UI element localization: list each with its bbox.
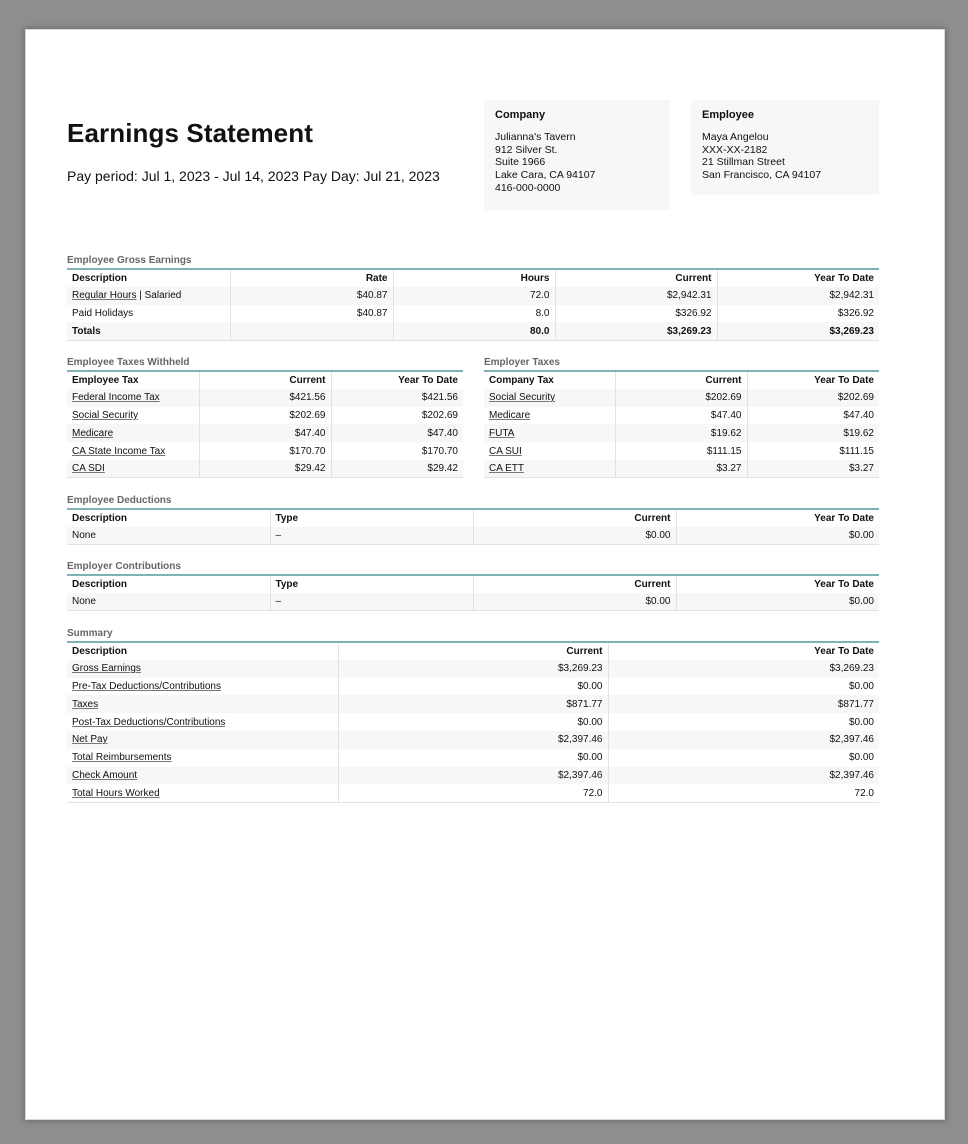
gross-earnings-section [67, 254, 879, 341]
tax-link[interactable]: CA ETT [489, 463, 525, 475]
tax-link[interactable]: Federal Income Tax [72, 392, 160, 404]
tax-link[interactable]: Medicare [489, 409, 531, 421]
cell-description [67, 713, 338, 731]
table-header-row [484, 371, 879, 389]
employee-line: San Francisco, CA 94107 [702, 169, 822, 182]
tax-link[interactable]: FUTA [489, 427, 515, 439]
cell-tax-name [484, 407, 615, 425]
tax-link[interactable]: CA State Income Tax [72, 445, 166, 457]
section-title: Employee Deductions [67, 495, 172, 506]
summary-table [67, 641, 879, 803]
cell-tax-name [67, 442, 199, 460]
table-row [67, 442, 463, 460]
gross-earnings-table [67, 268, 879, 341]
cell-current: $326.92 [555, 305, 717, 323]
cell-current: $3.27 [615, 460, 747, 478]
table-row [67, 407, 463, 425]
cell-ytd: $29.42 [331, 460, 463, 478]
column-header: Hours [393, 269, 555, 287]
cell-ytd: 72.0 [608, 784, 879, 802]
cell-ytd: $326.92 [837, 307, 874, 319]
cell-current: $0.00 [473, 527, 676, 545]
column-header: Year To Date [398, 374, 458, 386]
cell-tax-name [484, 424, 615, 442]
section-title: Summary [67, 628, 113, 639]
cell-current: $2,397.46 [338, 731, 608, 749]
employee-deductions-table [67, 508, 879, 545]
table-header-row [67, 269, 879, 287]
cell-description [67, 731, 338, 749]
cell-tax-name [67, 424, 199, 442]
cell-current: 72.0 [338, 784, 608, 802]
summary-link[interactable]: Taxes [72, 698, 99, 710]
cell-current: $421.56 [199, 389, 331, 407]
tax-link[interactable]: Social Security [489, 392, 556, 404]
cell-tax-name [484, 460, 615, 478]
section-title: Employer Contributions [67, 561, 181, 572]
table-row [484, 424, 879, 442]
cell-ytd: $111.15 [839, 445, 874, 457]
column-header: Employee Tax [67, 371, 199, 389]
table-row [484, 407, 879, 425]
cell-ytd: $3,269.23 [717, 322, 879, 340]
cell-ytd: $0.00 [676, 593, 879, 611]
cell-ytd: $170.70 [421, 445, 458, 457]
table-row [67, 731, 879, 749]
cell-description [67, 767, 338, 785]
cell-ytd: $3.27 [747, 460, 879, 478]
column-header: Current [615, 371, 747, 389]
table-row [67, 389, 463, 407]
table-row [67, 460, 463, 478]
cell-current: $0.00 [473, 593, 676, 611]
table-row [67, 593, 879, 611]
table-row [67, 305, 879, 323]
company-info-box [484, 100, 670, 210]
cell-current: $19.62 [615, 424, 747, 442]
cell-ytd: $3,269.23 [608, 660, 879, 678]
cell-ytd: $47.40 [843, 409, 874, 421]
section-title: Employee Taxes Withheld [67, 357, 190, 368]
cell-ytd: $0.00 [848, 752, 874, 764]
pay-period: Pay period: Jul 1, 2023 - Jul 14, 2023 Pay Day: Jul 21, 2023 [67, 168, 440, 184]
column-header: Year To Date [814, 578, 874, 590]
employee-taxes-section [67, 356, 463, 478]
cell-description: Paid Holidays [67, 305, 230, 323]
column-header: Current [473, 575, 676, 593]
cell-current: $871.77 [338, 695, 608, 713]
company-line: 416-000-0000 [495, 181, 561, 194]
statement-page [26, 30, 944, 1119]
cell-current: $47.40 [199, 424, 331, 442]
table-row [67, 527, 879, 545]
company-line: Lake Cara, CA 94107 [495, 169, 596, 182]
cell-ytd: $0.00 [848, 716, 874, 728]
cell-current: $3,269.23 [555, 322, 717, 340]
employer-taxes-table [484, 370, 879, 478]
employer-taxes-section [484, 356, 879, 478]
cell-ytd: $0.00 [848, 680, 874, 692]
cell-description [67, 749, 338, 767]
cell-tax-name [484, 389, 615, 407]
summary-link[interactable]: Post-Tax Deductions/Contributions [72, 716, 226, 728]
column-header: Year To Date [814, 645, 874, 657]
employee-info-box [691, 100, 879, 195]
cell-current: $2,942.31 [555, 287, 717, 305]
table-row [67, 767, 879, 785]
column-header: Description [67, 642, 338, 660]
cell-rate: $40.87 [230, 287, 393, 305]
company-line: 912 Silver St. [495, 143, 558, 156]
table-row [67, 784, 879, 802]
tax-link[interactable]: CA SUI [489, 445, 522, 457]
cell-ytd: $19.62 [747, 424, 879, 442]
employee-line: Maya Angelou [702, 130, 769, 143]
cell-current: $2,397.46 [338, 767, 608, 785]
column-header: Company Tax [484, 371, 615, 389]
table-row [67, 424, 463, 442]
summary-link[interactable]: Total Hours Worked [72, 787, 160, 799]
table-row [67, 713, 879, 731]
cell-description [67, 678, 338, 696]
employer-contributions-table [67, 574, 879, 611]
cell-ytd: $2,942.31 [717, 287, 879, 305]
cell-hours: 8.0 [393, 305, 555, 323]
page-title: Earnings Statement [67, 118, 313, 148]
tax-link[interactable]: Social Security [72, 409, 139, 421]
cell-tax-name [67, 407, 199, 425]
summary-link[interactable]: Net Pay [72, 734, 108, 746]
table-row [484, 460, 879, 478]
cell-ytd: $202.69 [421, 409, 458, 421]
cell-ytd: $871.77 [608, 695, 879, 713]
section-title: Employer Taxes [484, 357, 560, 368]
column-header: Rate [230, 269, 393, 287]
cell-ytd: $47.40 [331, 424, 463, 442]
column-header: Year To Date [814, 272, 874, 284]
cell-type: – [270, 527, 473, 545]
cell-ytd: $2,397.46 [608, 767, 879, 785]
cell-current: $29.42 [199, 460, 331, 478]
cell-ytd: $202.69 [747, 389, 879, 407]
column-header: Year To Date [814, 512, 874, 524]
cell-current: $202.69 [615, 389, 747, 407]
cell-ytd: $2,397.46 [608, 731, 879, 749]
cell-description: None [67, 593, 270, 611]
table-header-row [67, 371, 463, 389]
column-header: Description [67, 269, 230, 287]
employee-line: XXX-XX-2182 [702, 143, 768, 156]
cell-ytd: $0.00 [676, 527, 879, 545]
table-row [67, 287, 879, 305]
cell-current: $3,269.23 [338, 660, 608, 678]
cell-description [67, 287, 230, 305]
column-header: Current [338, 642, 608, 660]
column-header: Year To Date [814, 374, 874, 386]
cell-type: – [270, 593, 473, 611]
regular-hours-link[interactable]: Regular Hours [72, 290, 137, 302]
table-row [67, 660, 879, 678]
cell-tax-name [67, 389, 199, 407]
cell-description: None [67, 527, 270, 545]
cell-current: $111.15 [615, 442, 747, 460]
column-header: Current [473, 509, 676, 527]
cell-description [67, 660, 338, 678]
cell-rate: $40.87 [230, 305, 393, 323]
summary-link[interactable]: Gross Earnings [72, 663, 141, 675]
summary-section [67, 627, 879, 803]
cell-current: $0.00 [338, 713, 608, 731]
cell-hours: 80.0 [393, 322, 555, 340]
cell-current: $47.40 [615, 407, 747, 425]
column-header: Description [67, 575, 270, 593]
employee-line: 21 Stillman Street [702, 156, 785, 169]
cell-tax-name [67, 460, 199, 478]
summary-link[interactable]: Pre-Tax Deductions/Contributions [72, 680, 221, 692]
cell-description [67, 695, 338, 713]
summary-link[interactable]: Total Reimbursements [72, 752, 172, 764]
cell-current: $170.70 [199, 442, 331, 460]
column-header: Current [199, 371, 331, 389]
section-title: Employee Gross Earnings [67, 255, 192, 266]
cell-tax-name [484, 442, 615, 460]
table-row [484, 442, 879, 460]
company-line: Julianna's Tavern [495, 130, 576, 143]
column-header: Description [67, 509, 270, 527]
cell-current: $0.00 [338, 749, 608, 767]
table-row [67, 749, 879, 767]
cell-hours: 72.0 [393, 287, 555, 305]
column-header: Type [270, 509, 473, 527]
cell-description [67, 784, 338, 802]
cell-rate [230, 322, 393, 340]
cell-current: $0.00 [338, 678, 608, 696]
table-header-row [67, 575, 879, 593]
column-header: Current [555, 269, 717, 287]
table-row [67, 695, 879, 713]
column-header: Type [270, 575, 473, 593]
cell-description: Totals [67, 322, 230, 340]
pay-type-suffix: | Salaried [136, 290, 182, 302]
cell-ytd: $421.56 [331, 389, 463, 407]
totals-row [67, 322, 879, 340]
cell-current: $202.69 [199, 407, 331, 425]
employee-deductions-section [67, 494, 879, 545]
table-header-row [67, 642, 879, 660]
table-row [484, 389, 879, 407]
tax-link[interactable]: CA SDI [72, 463, 105, 475]
summary-link[interactable]: Check Amount [72, 769, 138, 781]
employee-taxes-table [67, 370, 463, 478]
table-header-row [67, 509, 879, 527]
company-line: Suite 1966 [495, 156, 546, 169]
tax-link[interactable]: Medicare [72, 427, 114, 439]
table-row [67, 678, 879, 696]
employee-heading: Employee [702, 109, 754, 121]
company-heading: Company [495, 109, 546, 121]
employer-contributions-section [67, 560, 879, 611]
